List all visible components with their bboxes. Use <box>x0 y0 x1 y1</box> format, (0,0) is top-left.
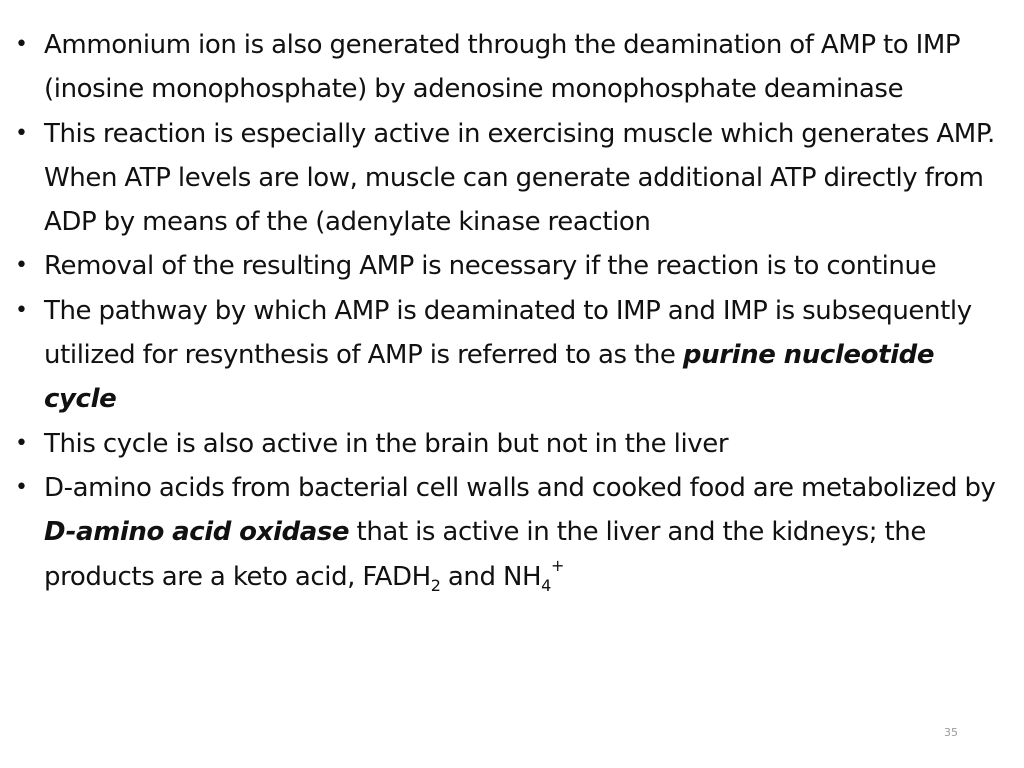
bullet-purine-cycle <box>14 289 1014 422</box>
nh-subscript: 4 <box>541 575 551 595</box>
bullet-ammonium-deamination <box>14 23 1014 112</box>
bullet-text: The pathway by which AMP is deaminated to IMP and IMP is subsequently utilized for resynthesis of AMP is referred to as the <box>44 295 972 371</box>
bullet-text: that is active in the liver and the kidneys; the products are a keto acid, FADH <box>44 517 926 592</box>
bullet-text: This reaction is especially active in exercising muscle which generates AMP. When ATP levels are low, muscle can generate additional ATP directly from ADP by means of the (adenylate kinase reaction <box>44 118 995 238</box>
bullet-exercising-muscle <box>14 112 1014 245</box>
page-number: 35 <box>944 726 958 739</box>
bullet-amp-removal <box>14 244 1014 288</box>
fadh-subscript: 2 <box>430 575 441 595</box>
bullet-list <box>14 23 1014 599</box>
emphasis-d-amino-acid-oxidase: D-amino acid oxidase <box>44 517 350 548</box>
nh-superscript: + <box>550 555 564 575</box>
bullet-text: This cycle is also active in the brain but not in the liver <box>44 428 729 459</box>
bullet-d-amino-acids <box>14 466 1014 599</box>
bullet-text: and NH <box>440 561 542 592</box>
bullet-brain-liver <box>14 422 1014 466</box>
bullet-text: Ammonium ion is also generated through the deamination of AMP to IMP (inosine monophosphate) by adenosine monophosphate deaminase <box>44 30 961 105</box>
bullet-text: D-amino acids from bacterial cell walls and cooked food are metabolized by <box>44 472 996 503</box>
emphasis-purine-nucleotide-cycle: purine nucleotide cycle <box>44 340 935 415</box>
bullet-text: Removal of the resulting AMP is necessary if the reaction is to continue <box>44 251 937 282</box>
